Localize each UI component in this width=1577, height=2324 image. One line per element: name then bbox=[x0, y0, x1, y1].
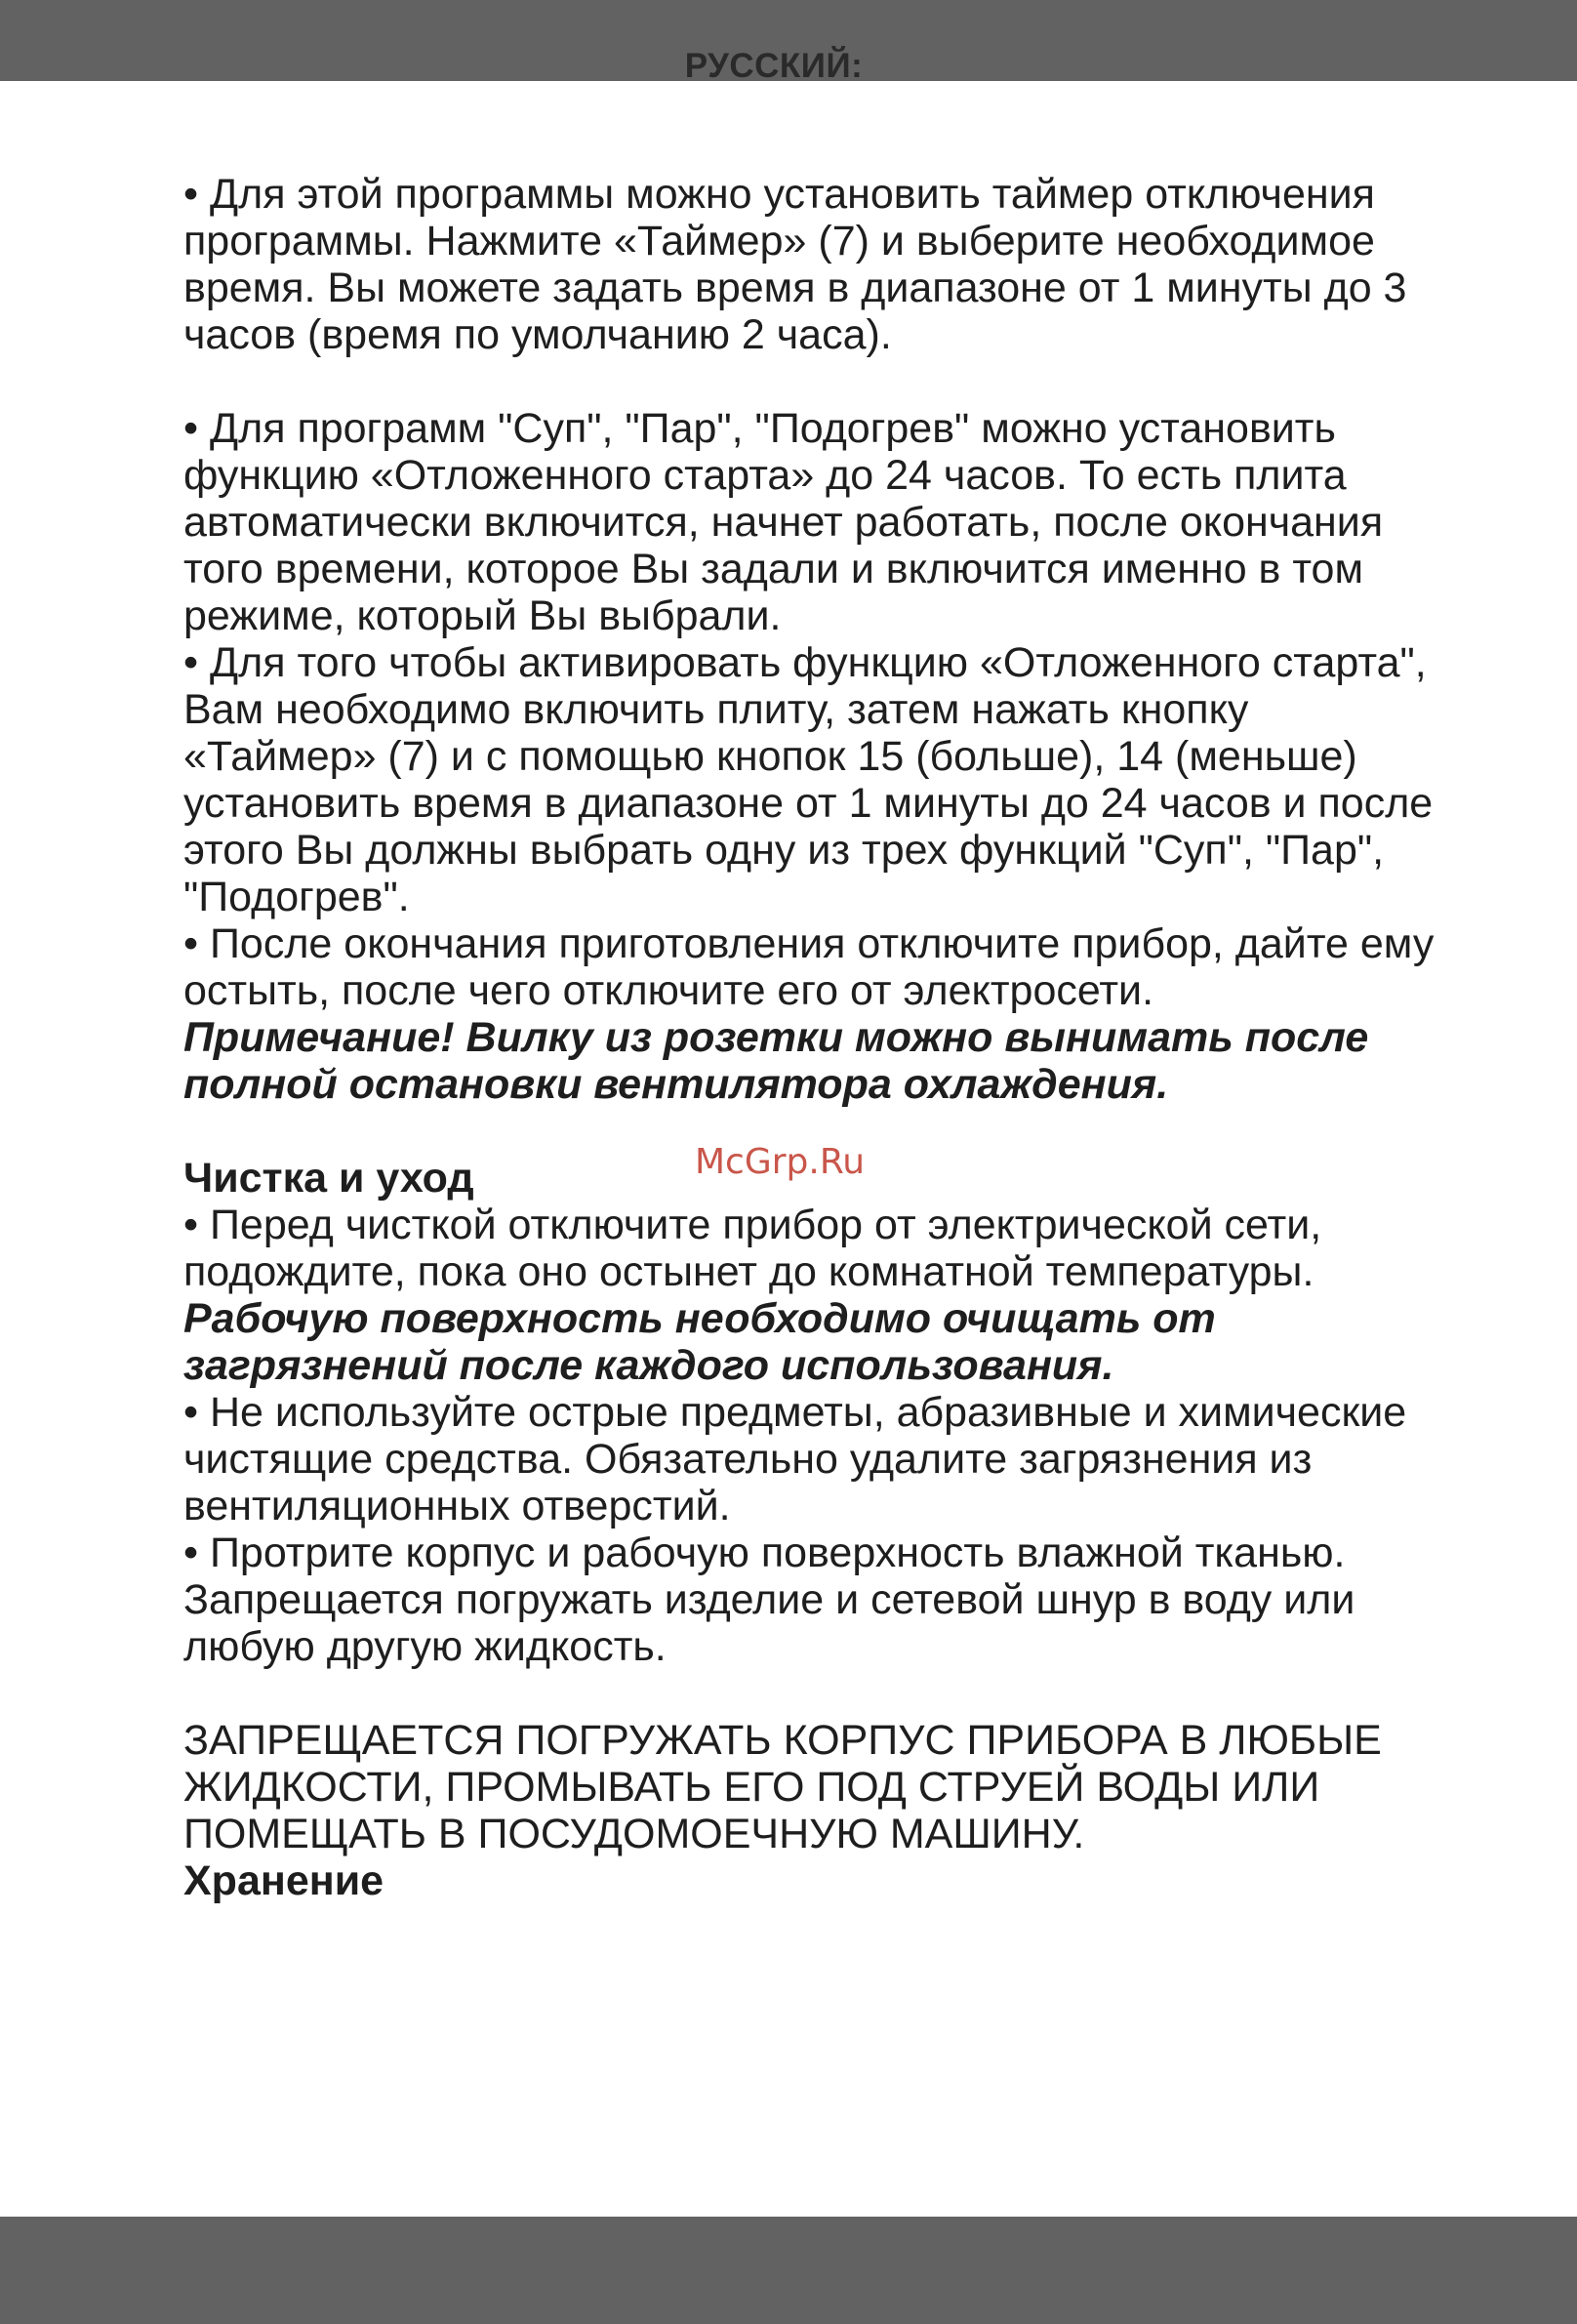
cleaning-paragraph-1: • Перед чисткой отключите прибор от электрической сети, подождите, пока оно остынет до комнатной температуры. bbox=[183, 1202, 1322, 1295]
cleaning-paragraph-2: • Не используйте острые предметы, абразивные и химические чистящие средства. Обязательно удалите загрязнения из вентиляционных отверстий. bbox=[183, 1389, 1407, 1529]
delayed-start-paragraph: • Для программ "Суп", "Пар", "Подогрев" можно установить функцию «Отложенного старта» до 24 часов. То есть плита автоматически включится, начнет работать, после окончания того времени, которое Вы задали и включится именно в том режиме, который Вы выбрали. bbox=[183, 405, 1384, 639]
manual-text bbox=[183, 171, 1452, 1904]
warning-paragraph: ЗАПРЕЩАЕТСЯ ПОГРУЖАТЬ КОРПУС ПРИБОРА В ЛЮБЫЕ ЖИДКОСТИ, ПРОМЫВАТЬ ЕГО ПОД СТРУЕЙ ВОДЫ ИЛИ ПОМЕЩАТЬ В ПОСУДОМОЕЧНУЮ МАШИНУ. bbox=[183, 1717, 1382, 1857]
language-header: РУССКИЙ: bbox=[684, 47, 864, 85]
delayed-start-activation-paragraph: • Для того чтобы активировать функцию «Отложенного старта", Вам необходимо включить плиту, затем нажать кнопку «Таймер» (7) и с помощью кнопок 15 (больше), 14 (меньше) установить время в диапазоне от 1 минуты до 24 часов и после этого Вы должны выбрать одну из трех функций "Суп", "Пар", "Подогрев". bbox=[183, 639, 1434, 920]
watermark: McGrp.Ru bbox=[695, 1142, 866, 1182]
cleaning-heading: Чистка и уход bbox=[183, 1155, 474, 1202]
cleaning-emphasis: Рабочую поверхность необходимо очищать от загрязнений после каждого использования. bbox=[183, 1295, 1216, 1389]
timer-paragraph: • Для этой программы можно установить таймер отключения программы. Нажмите «Таймер» (7) и выберите необходимое время. Вы можете задать время в диапазоне от 1 минуты до 3 часов (время по умолчанию 2 часа). bbox=[183, 171, 1407, 358]
cleaning-paragraph-3: • Протрите корпус и рабочую поверхность влажной тканью. Запрещается погружать изделие и сетевой шнур в воду или любую другую жидкость. bbox=[183, 1529, 1355, 1670]
note-paragraph: Примечание! Вилку из розетки можно вынимать после полной остановки вентилятора охлаждения. bbox=[183, 1014, 1369, 1108]
bottom-bar bbox=[0, 2217, 1577, 2324]
storage-heading: Хранение bbox=[183, 1857, 384, 1904]
after-cooking-paragraph: • После окончания приготовления отключите прибор, дайте ему остыть, после чего отключите его от электросети. bbox=[183, 920, 1435, 1014]
